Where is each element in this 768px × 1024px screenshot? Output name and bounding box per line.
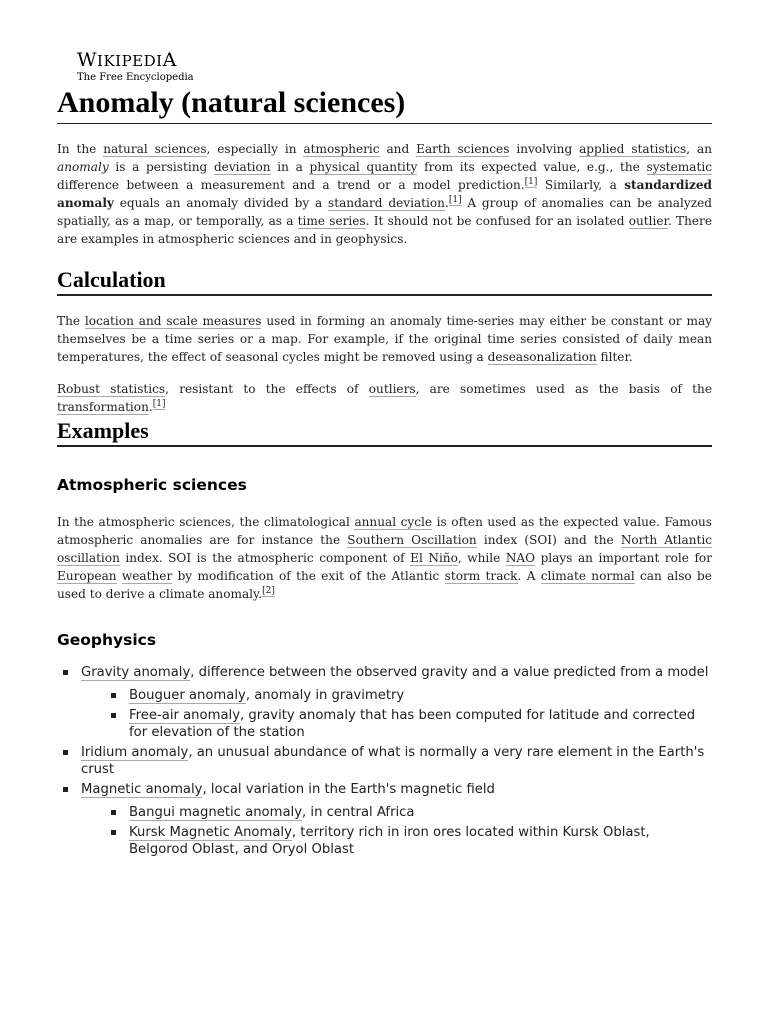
intro-paragraph: In the natural sciences, especially in atmospheric and Earth sciences involving applied statistics, an anomaly is a persisting deviation in a physical quantity from its expected value, e.g., the systematic difference between a measurement and a trend or a model prediction.[1] Similarly, a standardized anomaly equals an anomaly divided by a standard deviation.[1] A group of anomalies can be analyzed spatially, as a map, or temporally, as a time series. It should not be confused for an isolated outlier. There are examples in atmospheric sciences and in geophysics. <box>57 142 713 246</box>
link-magnetic-anomaly[interactable]: Magnetic anomaly <box>81 782 203 797</box>
heading-calculation: Calculation <box>57 266 712 296</box>
link-southern-oscillation[interactable]: Southern Oscillation <box>347 533 477 547</box>
link-outlier[interactable]: outlier <box>628 214 668 228</box>
link-european[interactable]: European <box>57 569 117 583</box>
list-item: Iridium anomaly, an unusual abundance of what is normally a very rare element in the Earth's crust <box>57 744 712 778</box>
link-applied-statistics[interactable]: applied statistics <box>579 142 687 156</box>
link-time-series[interactable]: time series <box>297 214 366 228</box>
link-physical-quantity[interactable]: physical quantity <box>309 160 418 174</box>
calculation-paragraph-1: The location and scale measures used in forming an anomaly time-series may either be constant or may themselves be a time series or a map. For example, if the original time series consisted of daily mean temperatures, the effect of seasonal cycles might be removed using a deseasonalization filter. <box>57 314 712 364</box>
link-iridium-anomaly[interactable]: Iridium anomaly <box>81 745 189 760</box>
link-annual-cycle[interactable]: annual cycle <box>354 515 433 529</box>
link-storm-track[interactable]: storm track <box>444 569 518 583</box>
link-transformation[interactable]: transformation <box>57 400 149 414</box>
link-bouguer-anomaly[interactable]: Bouguer anomaly <box>129 688 246 703</box>
link-nao[interactable]: NAO <box>505 551 536 565</box>
link-standard-deviation[interactable]: standard deviation <box>328 196 445 210</box>
link-location-scale[interactable]: location and scale measures <box>84 314 262 328</box>
logo-tagline: The Free Encyclopedia <box>77 72 194 83</box>
list-item: Magnetic anomaly, local variation in the Earth's magnetic field Bangui magnetic anomaly, in central Africa Kursk Magnetic Anomaly, territory rich in iron ores located within Kursk Oblast, Belgorod Oblast, and Oryol Oblast <box>57 781 712 858</box>
link-robust-statistics[interactable]: Robust statistics <box>57 382 166 396</box>
link-deseasonalization[interactable]: deseasonalization <box>487 350 597 364</box>
link-north-atlantic-oscillation[interactable]: North Atlantic oscillation <box>57 533 713 565</box>
list-item: Bangui magnetic anomaly, in central Africa <box>105 804 712 821</box>
link-gravity-anomaly[interactable]: Gravity anomaly <box>81 665 191 680</box>
link-weather[interactable]: weather <box>121 569 173 583</box>
reference-1[interactable]: [1] <box>524 176 538 187</box>
calculation-paragraph-2: Robust statistics, resistant to the effects of outliers, are sometimes used as the basis of the transformation.[1] <box>57 382 712 414</box>
reference-1c[interactable]: [1] <box>152 398 166 409</box>
link-kursk-magnetic-anomaly[interactable]: Kursk Magnetic Anomaly <box>129 825 292 840</box>
reference-2[interactable]: [2] <box>262 585 275 596</box>
list-item: Bouguer anomaly, anomaly in gravimetry <box>105 687 712 704</box>
list-item: Free-air anomaly, gravity anomaly that has been computed for latitude and corrected for elevation of the station <box>105 707 712 741</box>
link-natural-sciences[interactable]: natural sciences <box>103 142 207 156</box>
logo-wordmark: WIKIPEDIA <box>77 49 177 71</box>
magnetic-sublist <box>105 804 712 858</box>
heading-atmospheric-sciences: Atmospheric sciences <box>57 476 247 494</box>
heading-geophysics: Geophysics <box>57 631 157 649</box>
link-outliers[interactable]: outliers <box>368 382 416 396</box>
atmospheric-paragraph: In the atmospheric sciences, the climatological annual cycle is often used as the expected value. Famous atmospheric anomalies are for instance the Southern Oscillation index (SOI) and the North Atlantic oscillation index. SOI is the atmospheric component of El Niño, while NAO plays an important role for European weather by modification of the exit of the Atlantic storm track. A climate normal can also be used to derive a climate anomaly.[2] <box>57 515 713 601</box>
link-free-air-anomaly[interactable]: Free-air anomaly <box>129 708 241 723</box>
link-systematic[interactable]: systematic <box>646 160 712 174</box>
page-title: Anomaly (natural sciences) <box>57 84 712 124</box>
link-climate-normal[interactable]: climate normal <box>540 569 635 583</box>
list-item: Kursk Magnetic Anomaly, territory rich in iron ores located within Kursk Oblast, Belgorod Oblast, and Oryol Oblast <box>105 824 712 858</box>
link-bangui-magnetic-anomaly[interactable]: Bangui magnetic anomaly <box>129 805 303 820</box>
reference-1b[interactable]: [1] <box>448 194 462 205</box>
gravity-sublist <box>105 687 712 741</box>
heading-examples: Examples <box>57 417 712 447</box>
link-deviation[interactable]: deviation <box>213 160 271 174</box>
geophysics-list <box>57 664 712 861</box>
link-earth-sciences[interactable]: Earth sciences <box>416 142 510 156</box>
link-el-nino[interactable]: El Niño <box>410 551 458 565</box>
link-atmospheric[interactable]: atmospheric <box>303 142 380 156</box>
list-item: Gravity anomaly, difference between the observed gravity and a value predicted from a model Bouguer anomaly, anomaly in gravimetry Free-air anomaly, gravity anomaly that has been computed for latitude and corrected for elevation of the station <box>57 664 712 741</box>
wikipedia-logo[interactable] <box>77 50 237 83</box>
